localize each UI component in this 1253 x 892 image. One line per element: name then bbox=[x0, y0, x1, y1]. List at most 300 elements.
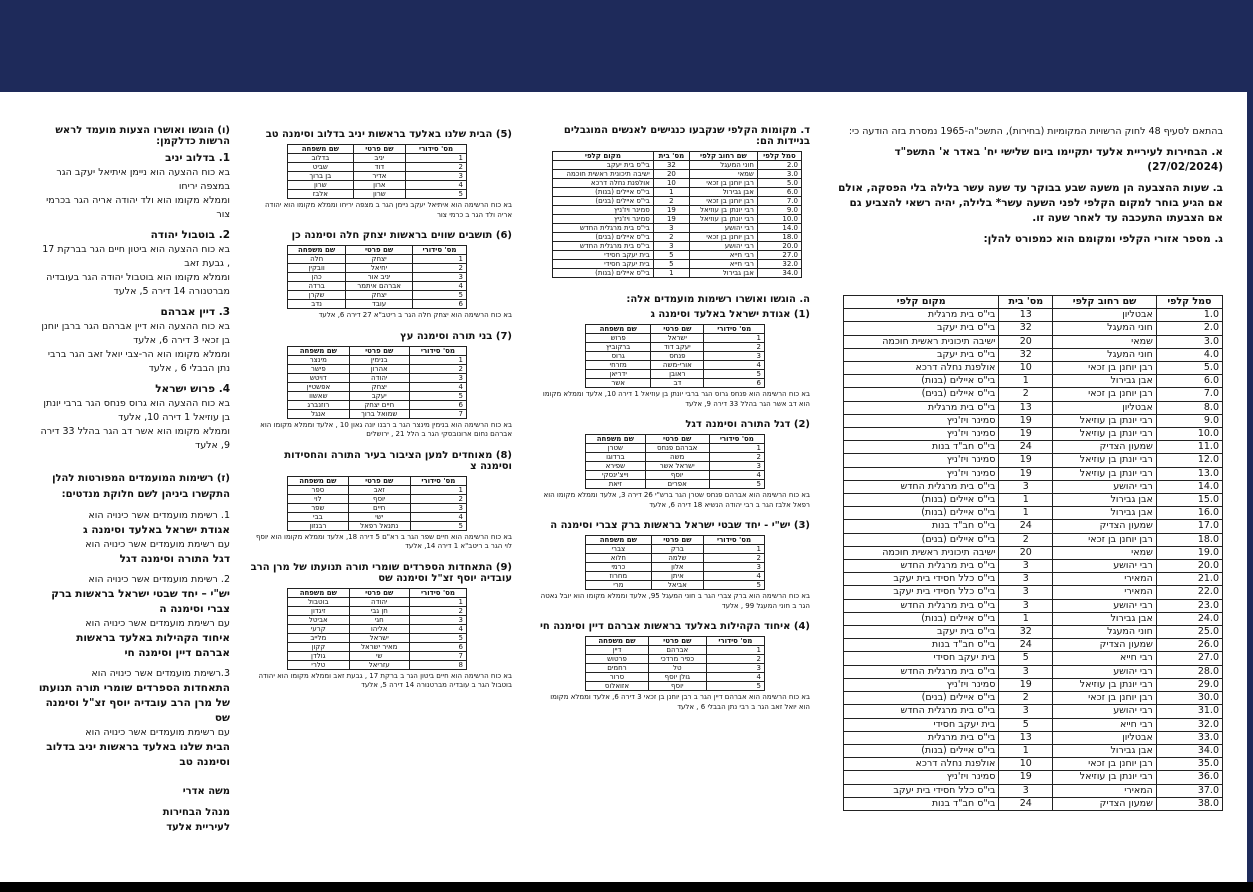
table-cell: יניב bbox=[353, 154, 405, 163]
table-row bbox=[844, 626, 1223, 639]
table-cell: ברדוגו bbox=[586, 453, 646, 462]
table-row bbox=[288, 494, 467, 503]
table-row bbox=[844, 322, 1223, 335]
table-cell: 5 bbox=[653, 251, 689, 260]
table-row bbox=[586, 682, 765, 691]
table-cell: חוני המעגל bbox=[1053, 626, 1157, 639]
table-cell: יוסף bbox=[648, 682, 706, 691]
table-cell: גרוס bbox=[586, 352, 651, 361]
table-row bbox=[844, 705, 1223, 718]
table-row bbox=[844, 612, 1223, 625]
table-row bbox=[844, 533, 1223, 546]
connected-line: עם רשימת מועמדים אשר כינויה הוא bbox=[85, 618, 230, 629]
table-row bbox=[288, 355, 467, 364]
table-cell: 1 bbox=[412, 255, 466, 264]
table-row bbox=[288, 485, 467, 494]
table-cell: אבן גבירול bbox=[1053, 375, 1157, 388]
table-cell: 3 bbox=[653, 224, 689, 233]
table-cell: יצחק bbox=[346, 291, 413, 300]
table-cell: 1 bbox=[704, 334, 765, 343]
candidate-list bbox=[250, 450, 512, 552]
table-cell: 6.0 bbox=[757, 188, 801, 197]
list-note: בא כוח הרשימה הוא בנימין מינצר הגר ב רבנו יונה גאון 10 , אלעד וממלא מקומו הוא אברהם נחום ארונובסקי הגר ב הלל 21 , ירושלים bbox=[260, 420, 512, 438]
table-header-cell: סמל קלפי bbox=[1156, 296, 1222, 309]
table-cell: כפיר מרדכי bbox=[648, 655, 706, 664]
table-row bbox=[586, 572, 765, 581]
table-header-row bbox=[288, 346, 467, 355]
table-cell: 2 bbox=[999, 692, 1053, 705]
table-cell: סמינר ויז'ניץ bbox=[553, 206, 654, 215]
list-title: (9) התאחדות הספרדים שומרי תורה תנועתו של מרן הרב עובדיה יוסף זצ"ל וסימנה שס bbox=[250, 561, 512, 584]
table-cell: 32 bbox=[999, 626, 1053, 639]
table-header-cell: שם משפחה bbox=[288, 145, 354, 154]
intro-text: בהתאם לסעיף 48 לחוק הרשויות המקומיות (בחירות), התשכ"ה-1965 נמסרת בזה הודעה כי: bbox=[848, 126, 1223, 137]
table-cell: מינצר bbox=[288, 355, 350, 364]
table-row bbox=[288, 597, 467, 606]
table-cell: פרוש bbox=[586, 334, 651, 343]
table-header-cell: מקום קלפי bbox=[553, 152, 654, 161]
table-cell: סמינר ויז'ניץ bbox=[844, 678, 999, 691]
table-cell: בי"ס חב"ד בנות bbox=[844, 520, 999, 533]
mayor-candidate bbox=[38, 305, 230, 376]
table-cell: רבי יהושע bbox=[1053, 599, 1157, 612]
table-cell: חיים יצחק bbox=[349, 400, 409, 409]
table-cell: 5.0 bbox=[1156, 362, 1222, 375]
table-cell: 32 bbox=[653, 161, 689, 170]
table-cell: בי"ס בית יעקב bbox=[844, 348, 999, 361]
table-header-cell: שם משפחה bbox=[586, 536, 652, 545]
table-header-row bbox=[586, 536, 765, 545]
table-cell: 19.0 bbox=[1156, 546, 1222, 559]
table-cell: 27.0 bbox=[757, 251, 801, 260]
table-cell: שאשוו bbox=[288, 391, 350, 400]
table-row bbox=[844, 388, 1223, 401]
table-header-cell: שם פרטי bbox=[651, 536, 703, 545]
mayor-candidate-name: דיין אברהם bbox=[160, 306, 216, 318]
table-cell: 2 bbox=[709, 453, 764, 462]
table-cell: אליהו bbox=[349, 624, 409, 633]
table-cell: בי"ס בית יעקב bbox=[844, 322, 999, 335]
table-cell: 1 bbox=[410, 485, 466, 494]
table-cell: רבי חייא bbox=[690, 251, 758, 260]
table-cell: יוסף bbox=[348, 494, 410, 503]
table-cell: אדיר bbox=[353, 172, 405, 181]
table-cell: 21.0 bbox=[1156, 573, 1222, 586]
accessible-table bbox=[552, 151, 802, 278]
table-cell: בי"ס בית מרגלית bbox=[844, 309, 999, 322]
table-cell: שלמה bbox=[651, 554, 703, 563]
connected-list-name: איחוד הקהילות באלעד בראשות אברהם דיין וסימנה חי bbox=[76, 632, 230, 659]
table-row bbox=[553, 224, 802, 233]
table-cell: אורי-משה bbox=[651, 361, 704, 370]
mayor-candidate-number: 1. bbox=[218, 152, 230, 164]
table-cell: רחמים bbox=[586, 664, 649, 673]
table-cell: 2 bbox=[653, 233, 689, 242]
table-row bbox=[288, 190, 467, 199]
table-cell: בי"ס חב"ד בנות bbox=[844, 639, 999, 652]
table-row bbox=[586, 480, 765, 489]
table-cell: טל bbox=[648, 664, 706, 673]
table-header-cell: מס' סידורי bbox=[709, 435, 764, 444]
table-cell: 13.0 bbox=[1156, 467, 1222, 480]
table-cell: 11.0 bbox=[1156, 441, 1222, 454]
list-note: בא כוח הרשימה הוא אברהם דיין הגר ב רבן יוחנן בן זכאי 3 דירה 6, אלעד וממלא מקומו הוא יואל זאב הגר ב רבי נתן הבבלי 6 , אלעד bbox=[550, 693, 810, 711]
table-row bbox=[844, 678, 1223, 691]
table-cell: גולדן bbox=[288, 651, 350, 660]
table-cell: 6 bbox=[409, 400, 466, 409]
table-row bbox=[288, 651, 467, 660]
table-cell: מאיר ישראל bbox=[349, 642, 409, 651]
table-row bbox=[586, 581, 765, 590]
table-cell: ברקוביץ bbox=[586, 343, 651, 352]
table-cell: בית יעקב חסידי bbox=[844, 652, 999, 665]
table-cell: 23.0 bbox=[1156, 599, 1222, 612]
table-cell: 32 bbox=[999, 322, 1053, 335]
table-cell: 4 bbox=[706, 673, 764, 682]
table-row bbox=[288, 606, 467, 615]
candidate-list bbox=[540, 621, 810, 712]
table-cell: 2.0 bbox=[757, 161, 801, 170]
table-row bbox=[288, 282, 467, 291]
table-cell: חיים bbox=[348, 503, 410, 512]
table-cell: 30.0 bbox=[1156, 692, 1222, 705]
table-cell: 1 bbox=[409, 597, 466, 606]
table-cell: מרי bbox=[586, 581, 652, 590]
table-cell: בי"ס איילים (בנות) bbox=[844, 612, 999, 625]
table-cell: 5 bbox=[412, 291, 466, 300]
table-cell: יניב אור bbox=[346, 273, 413, 282]
table-cell: 36.0 bbox=[1156, 771, 1222, 784]
candidate-table bbox=[585, 434, 765, 489]
table-cell: חוני המעגל bbox=[1053, 348, 1157, 361]
table-cell: 3 bbox=[999, 560, 1053, 573]
table-cell: 1 bbox=[704, 545, 765, 554]
table-cell: טלרי bbox=[288, 660, 350, 669]
table-row bbox=[844, 546, 1223, 559]
table-cell: קרעי bbox=[288, 624, 350, 633]
table-cell: 13 bbox=[999, 401, 1053, 414]
table-cell: וייצ'ינסקי bbox=[586, 471, 646, 480]
table-cell: אשר bbox=[586, 379, 651, 388]
table-cell: 3 bbox=[704, 563, 765, 572]
table-cell: רבי יהושע bbox=[690, 224, 758, 233]
table-row bbox=[586, 655, 765, 664]
table-cell: חלה bbox=[288, 255, 346, 264]
table-cell: בי"ס איילים (בנים) bbox=[844, 388, 999, 401]
table-cell: 1 bbox=[706, 646, 764, 655]
table-cell: בי"ס בית מרגלית החדש bbox=[844, 705, 999, 718]
table-row bbox=[288, 633, 467, 642]
table-header-cell: מס' סידורי bbox=[409, 588, 466, 597]
table-row bbox=[553, 233, 802, 242]
table-row bbox=[844, 784, 1223, 797]
table-cell: בי"ס בית מרגלית החדש bbox=[844, 599, 999, 612]
table-cell: בי"ס בית יעקב bbox=[553, 161, 654, 170]
table-cell: 1.0 bbox=[1156, 309, 1222, 322]
table-cell: ראובן bbox=[651, 370, 704, 379]
table-cell: 3 bbox=[999, 586, 1053, 599]
table-cell: שמעון הצדיק bbox=[1053, 520, 1157, 533]
table-cell: 2 bbox=[653, 197, 689, 206]
table-cell: רבי יונתן בן עוזיאל bbox=[690, 206, 758, 215]
table-cell: אזואלוס bbox=[586, 682, 649, 691]
table-cell: אביאל bbox=[651, 581, 703, 590]
table-row bbox=[844, 718, 1223, 731]
table-cell: אפשטיין bbox=[288, 382, 350, 391]
table-row bbox=[553, 215, 802, 224]
table-cell: 8 bbox=[409, 660, 466, 669]
table-cell: 1 bbox=[653, 188, 689, 197]
candidate-table bbox=[585, 535, 765, 590]
table-cell: 2 bbox=[706, 655, 764, 664]
table-row bbox=[844, 309, 1223, 322]
table-cell: שרון bbox=[288, 181, 354, 190]
connected-line: 1. רשימת מועמדים אשר כינויה הוא bbox=[88, 510, 230, 521]
table-cell: 14.0 bbox=[1156, 480, 1222, 493]
table-cell: המאירי bbox=[1053, 586, 1157, 599]
table-row bbox=[553, 179, 802, 188]
table-row bbox=[553, 197, 802, 206]
table-cell: אולפנת נחלה דרכא bbox=[844, 362, 999, 375]
table-row bbox=[288, 291, 467, 300]
intro-column bbox=[838, 125, 1223, 811]
table-header-row bbox=[288, 476, 467, 485]
table-cell: 24 bbox=[999, 441, 1053, 454]
table-cell: רבי יהושע bbox=[1053, 665, 1157, 678]
table-cell: בי"ס בית מרגלית החדש bbox=[844, 560, 999, 573]
table-cell: אבן גבירול bbox=[1053, 494, 1157, 507]
table-cell: אפרים bbox=[645, 480, 709, 489]
signature-role-1: מנהל הבחירות bbox=[162, 807, 230, 818]
table-cell: רבן יוחנן בן זכאי bbox=[1053, 388, 1157, 401]
table-cell: מזרחי bbox=[586, 361, 651, 370]
table-cell: בי"ס חב"ד בנות bbox=[844, 797, 999, 810]
connected-list-name: דגל התורה וסימנה דגל bbox=[119, 553, 230, 565]
table-cell: דויטש bbox=[288, 373, 350, 382]
table-row bbox=[586, 370, 765, 379]
table-cell: 13 bbox=[999, 731, 1053, 744]
table-cell: 2 bbox=[412, 264, 466, 273]
mayor-candidate-name: פרוש ישראל bbox=[155, 383, 216, 395]
table-row bbox=[288, 503, 467, 512]
table-cell: סמינר ויז'ניץ bbox=[844, 467, 999, 480]
table-cell: רבי חייא bbox=[1053, 718, 1157, 731]
table-row bbox=[288, 642, 467, 651]
table-header-cell: מס' סידורי bbox=[406, 145, 467, 154]
table-cell: 5 bbox=[410, 521, 466, 530]
table-cell: רבן יוחנן בן זכאי bbox=[690, 179, 758, 188]
table-cell: עזריאל bbox=[349, 660, 409, 669]
table-cell: יהודה bbox=[349, 597, 409, 606]
table-cell: 3 bbox=[999, 784, 1053, 797]
table-header-row bbox=[586, 435, 765, 444]
table-cell: 10 bbox=[653, 179, 689, 188]
table-cell: 1 bbox=[999, 507, 1053, 520]
list-title: (8) מאוחדים למען הציבור בעיר התורה והחסידות וסימנה צ bbox=[284, 449, 512, 472]
table-cell: שמעון הצדיק bbox=[1053, 441, 1157, 454]
table-cell: חלוא bbox=[586, 554, 652, 563]
table-cell: רוזנברג bbox=[288, 400, 350, 409]
table-cell: בוטבול bbox=[288, 597, 350, 606]
table-cell: ישראל אשר bbox=[645, 462, 709, 471]
table-cell: 1 bbox=[406, 154, 467, 163]
table-row bbox=[288, 264, 467, 273]
table-cell: 4 bbox=[709, 471, 764, 480]
mayor-representative: בא כוח ההצעה הוא ביטון חיים הגר בברקת 17 , גבעת זאב bbox=[42, 244, 230, 269]
table-row bbox=[553, 260, 802, 269]
list-note: בא כוח הרשימה הוא חיים שפר הגר ב רא"ם 5 דירה 18, אלעד וממלא מקומו הוא יוסף לוי הגר ב ריטב"א 1 דירה 14, אלעד bbox=[255, 532, 512, 550]
candidate-table bbox=[585, 324, 765, 388]
table-cell: 5 bbox=[704, 581, 765, 590]
table-cell: בי"ס בית מרגלית bbox=[844, 401, 999, 414]
table-cell: אבן גבירול bbox=[690, 188, 758, 197]
table-cell: סמינר ויז'ניץ bbox=[553, 215, 654, 224]
lists-title: ה. הוגשו ואושרו רשימות מועמדים אלה: bbox=[626, 294, 810, 305]
table-cell: 19 bbox=[653, 215, 689, 224]
table-cell: 5.0 bbox=[757, 179, 801, 188]
table-row bbox=[844, 744, 1223, 757]
table-cell: בי"ס איילים (בנות) bbox=[844, 494, 999, 507]
table-cell: בן ברוך bbox=[288, 172, 354, 181]
table-cell: 3 bbox=[999, 665, 1053, 678]
table-cell: רבי יהושע bbox=[1053, 480, 1157, 493]
table-cell: 35.0 bbox=[1156, 758, 1222, 771]
mayor-representative: בא כוח ההצעה הוא דיין אברהם הגר ברבן יוחנן בן זכאי 3 דירה 6, אלעד bbox=[41, 321, 230, 346]
table-cell: 1 bbox=[653, 269, 689, 278]
table-cell: רבי יונתן בן עוזיאל bbox=[1053, 454, 1157, 467]
table-cell: שמעון הצדיק bbox=[1053, 797, 1157, 810]
table-row bbox=[844, 507, 1223, 520]
table-cell: בי"ס איילים (בנים) bbox=[844, 533, 999, 546]
table-cell: אולפנת נחלה דרכא bbox=[844, 758, 999, 771]
table-cell: סרור bbox=[586, 673, 649, 682]
table-cell: 19 bbox=[999, 414, 1053, 427]
table-cell: 37.0 bbox=[1156, 784, 1222, 797]
table-cell: איתן bbox=[651, 572, 703, 581]
table-cell: 20 bbox=[999, 335, 1053, 348]
table-cell: רבן יוחנן בן זכאי bbox=[1053, 362, 1157, 375]
table-row bbox=[844, 494, 1223, 507]
ballot-table bbox=[843, 295, 1223, 811]
table-cell: מלייב bbox=[288, 633, 350, 642]
table-cell: 5 bbox=[704, 370, 765, 379]
table-cell: ספר bbox=[288, 485, 349, 494]
table-cell: שביט bbox=[288, 163, 354, 172]
table-cell: סמינר ויז'ניץ bbox=[844, 428, 999, 441]
table-header-row bbox=[586, 637, 765, 646]
table-cell: 5 bbox=[709, 480, 764, 489]
table-cell: גולן יוסף bbox=[648, 673, 706, 682]
table-cell: חוני המעגל bbox=[690, 161, 758, 170]
table-row bbox=[586, 462, 765, 471]
table-row bbox=[288, 273, 467, 282]
mayor-candidate-number: 3. bbox=[218, 306, 230, 318]
table-cell: 3 bbox=[706, 664, 764, 673]
table-cell: 19 bbox=[999, 771, 1053, 784]
table-row bbox=[844, 573, 1223, 586]
table-row bbox=[553, 170, 802, 179]
table-cell: 26.0 bbox=[1156, 639, 1222, 652]
table-cell: רבן יוחנן בן זכאי bbox=[1053, 758, 1157, 771]
table-row bbox=[288, 615, 467, 624]
table-cell: בי"ס בית יעקב bbox=[844, 626, 999, 639]
table-cell: 3 bbox=[406, 172, 467, 181]
table-header-cell: שם משפחה bbox=[288, 588, 350, 597]
table-cell: 4 bbox=[704, 572, 765, 581]
table-cell: אלון bbox=[651, 563, 703, 572]
table-header-cell: מס' סידורי bbox=[704, 325, 765, 334]
table-cell: בי"ס איילים (בנות) bbox=[844, 507, 999, 520]
table-cell: אנגל bbox=[288, 409, 350, 418]
table-cell: 5 bbox=[406, 190, 467, 199]
table-row bbox=[586, 379, 765, 388]
list-note: בא כוח הרשימה הוא ברק צברי הגר ב חוני המעגל 95, אלעד וממלא מקומו הוא יובל גאטה הגר ב חוני המעגל 99 , אלעד bbox=[540, 592, 810, 610]
table-cell: 5 bbox=[409, 633, 466, 642]
table-row bbox=[288, 660, 467, 669]
table-cell: 2 bbox=[410, 494, 466, 503]
table-cell: ברק bbox=[651, 545, 703, 554]
table-cell: 24 bbox=[999, 639, 1053, 652]
table-cell: דיין bbox=[586, 646, 649, 655]
table-cell: בי"ס איילים (בנים) bbox=[844, 692, 999, 705]
table-cell: 5 bbox=[653, 260, 689, 269]
mayor-candidate-heading bbox=[38, 151, 230, 166]
table-cell: 28.0 bbox=[1156, 665, 1222, 678]
table-row bbox=[288, 512, 467, 521]
table-cell: 3 bbox=[409, 373, 466, 382]
table-cell: חגי bbox=[349, 615, 409, 624]
table-row bbox=[288, 409, 467, 418]
table-cell: 18.0 bbox=[1156, 533, 1222, 546]
table-cell: אלבז bbox=[288, 190, 354, 199]
table-cell: 7.0 bbox=[1156, 388, 1222, 401]
table-cell: בי"ס איילים (בנות) bbox=[553, 269, 654, 278]
table-cell: בי"ס כלל חסידי בית יעקב bbox=[844, 784, 999, 797]
table-row bbox=[844, 467, 1223, 480]
table-cell: 31.0 bbox=[1156, 705, 1222, 718]
table-header-cell: שם משפחה bbox=[288, 346, 350, 355]
table-cell: 6 bbox=[704, 379, 765, 388]
table-cell: 6.0 bbox=[1156, 375, 1222, 388]
list-note: בא כוח הרשימה הוא אברהם פנחס שטרן הגר ברש"י 26 דירה 3, אלעד וממלא מקומו הוא רפאל אלבז הגר ב רבי יהודה הנשיא 18 דירה 6, אלעד bbox=[543, 491, 810, 509]
table-cell: 19 bbox=[653, 206, 689, 215]
list-title: (6) תושבים שווים בראשות יצחק חלה וסימנה כן bbox=[291, 230, 512, 241]
table-row bbox=[553, 242, 802, 251]
table-row bbox=[586, 563, 765, 572]
table-cell: זיגדון bbox=[288, 606, 350, 615]
table-cell: 7 bbox=[409, 651, 466, 660]
table-header-cell: שם פרטי bbox=[645, 435, 709, 444]
table-cell: רבי יונתן בן עוזיאל bbox=[1053, 467, 1157, 480]
table-cell: חוני המעגל bbox=[1053, 322, 1157, 335]
header-band bbox=[0, 0, 1253, 92]
candidate-list bbox=[250, 562, 512, 691]
table-cell: רבנזון bbox=[288, 521, 349, 530]
table-cell: פנחס bbox=[651, 352, 704, 361]
candidate-table bbox=[287, 245, 467, 309]
table-cell: 2 bbox=[406, 163, 467, 172]
table-cell: 3 bbox=[709, 462, 764, 471]
table-row bbox=[288, 181, 467, 190]
mayor-candidate-number: 4. bbox=[218, 383, 230, 395]
table-cell: בי"ס בית מרגלית החדש bbox=[553, 242, 654, 251]
intro-item-b: ב. שעות ההצבעה הן משעה שבע בבוקר עד שעה עשר בלילה בלי הפסקה, אולם אם הגיע בוחר למקום הקלפי לפני השעה עשר* בלילה, יהיה רשאי להצביע גם אם הצבעתו התעכבה עד לאחר שעה זו. bbox=[838, 182, 1223, 224]
table-row bbox=[586, 352, 765, 361]
mayor-candidate bbox=[38, 382, 230, 453]
table-cell: רבי יהושע bbox=[1053, 705, 1157, 718]
table-cell: אברהם פנחס bbox=[645, 444, 709, 453]
table-row bbox=[586, 361, 765, 370]
